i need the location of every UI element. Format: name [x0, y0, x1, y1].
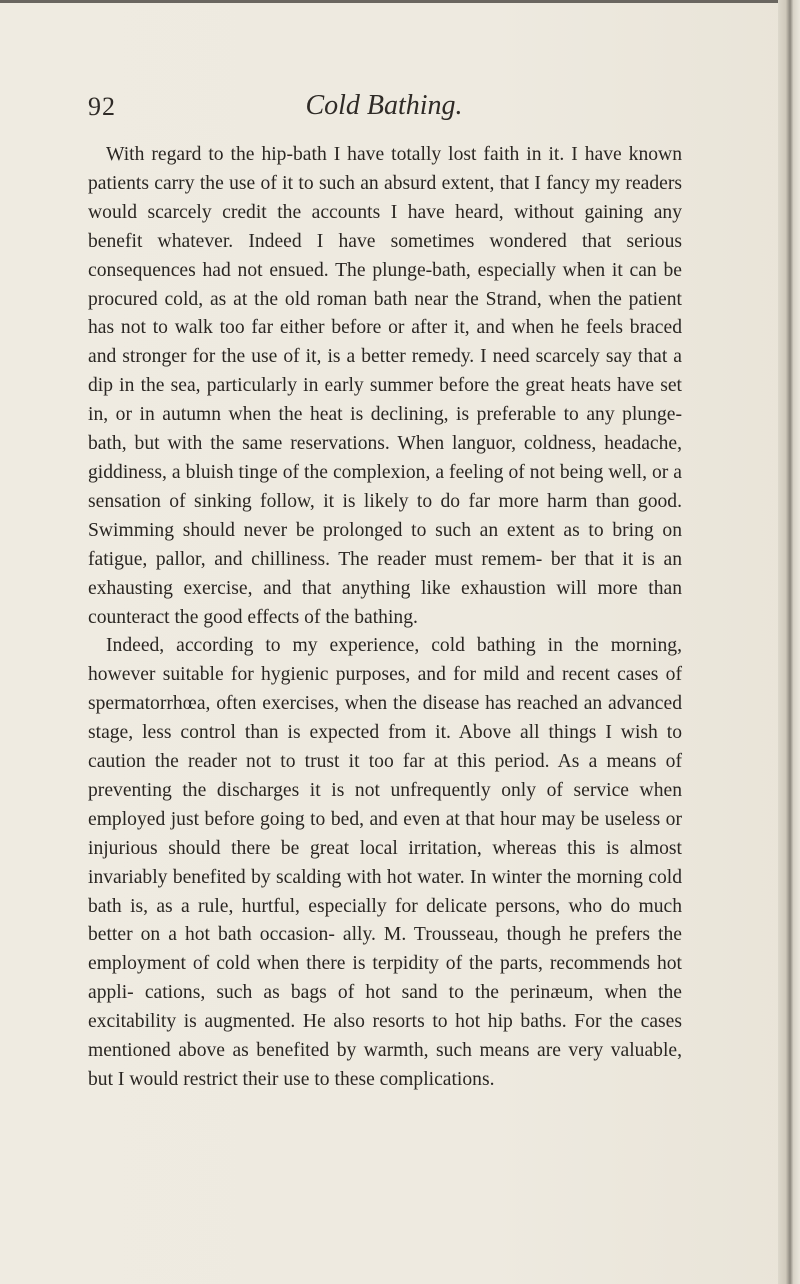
body-text: [88, 141, 682, 1095]
paragraph-2: Indeed, according to my experience, cold bathing in the morning, however suitable for hygienic purposes, and for mild and recent cases of spermatorrhœa, often exercises, when the disease has reached an advanced stage, less control than is expected from it. Above all things I wish to caution the reader not to trust it too far at this period. As a means of preventing the discharges it is not unfrequently only of service when employed just before going to bed, and even at that hour may be useless or injurious should there be great local irritation, whereas this is almost invariably benefited by scalding with hot water. In winter the morning cold bath is, as a rule, hurtful, especially for delicate persons, who do much better on a hot bath occasion- ally. M. Trousseau, though he prefers the employment of cold when there is terpidity of the parts, recommends hot appli- cations, such as bags of hot sand to the perinæum, when the excitability is augmented. He also resorts to hot hip baths. For the cases mentioned above as benefited by warmth, such means are very valuable, but I would restrict their use to these complications.: [88, 635, 682, 1090]
paragraph-1: With regard to the hip-bath I have totally lost faith in it. I have known patients carry the use of it to such an absurd extent, that I fancy my readers would scarcely credit the accounts I have heard, without gaining any benefit whatever. Indeed I have sometimes wondered that serious consequences had not ensued. The plunge-bath, especially when it can be procured cold, as at the old roman bath near the Strand, when the patient has not to walk too far either before or after it, and when he feels braced and stronger for the use of it, is a better remedy. I need scarcely say that a dip in the sea, particularly in early summer before the great heats have set in, or in autumn when the heat is declining, is preferable to any plunge-bath, but with the same reservations. When languor, coldness, headache, giddiness, a bluish tinge of the complexion, a feeling of not being well, or a sensation of sinking follow, it is likely to do far more harm than good. Swimming should never be prolonged to such an extent as to bring on fatigue, pallor, and chilliness. The reader must remem- ber that it is an exhausting exercise, and that anything like exhaustion will more than counteract the good effects of the bathing.: [88, 144, 682, 628]
top-rule: [0, 0, 780, 3]
running-title: Cold Bathing.: [305, 90, 463, 121]
page-edge: [778, 0, 800, 1284]
running-head: [88, 92, 680, 126]
page-number: 92: [88, 92, 116, 121]
